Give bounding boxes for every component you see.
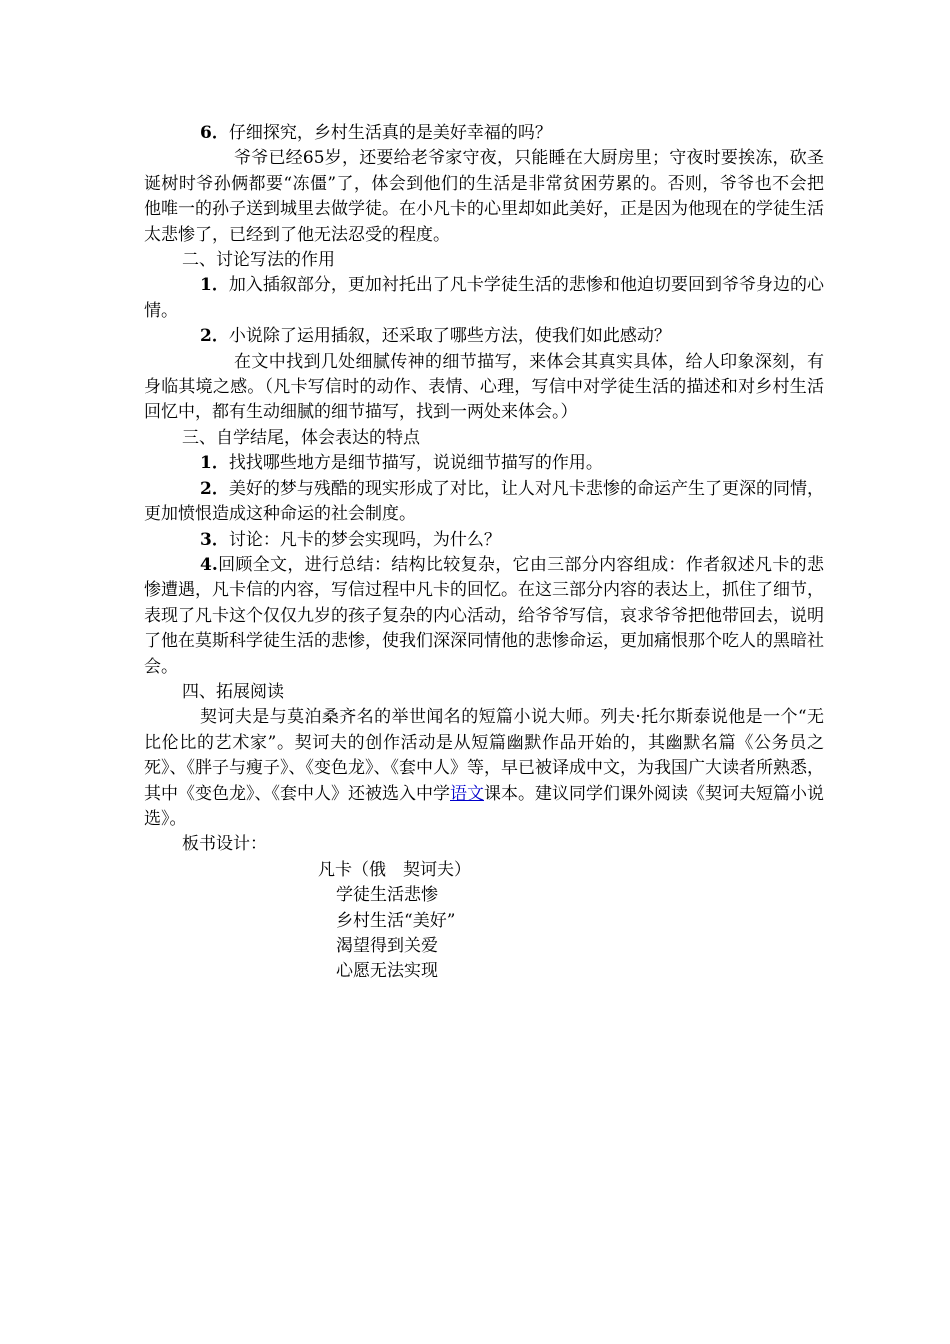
section-3-item-4-number: 4. — [200, 554, 218, 575]
section-3-item-3-number: 3． — [200, 529, 229, 550]
section-3-item-2 — [144, 477, 824, 528]
section-4-text-after-link: 课本。建议同学们课外阅读《契诃夫短篇小说选》。 — [144, 783, 824, 829]
yuwen-link[interactable]: 语文 — [450, 783, 484, 804]
section-4-text-before-link: 契诃夫是与莫泊桑齐名的举世闻名的短篇小说大师。列夫·托尔斯泰说他是一个“无比伦比的艺术家”。契诃夫的创作活动是从短篇幽默作品开始的，其幽默名篇《公务员之死》、《胖子与瘦子》、《变色龙》、《套中人》等，早已被译成中文，为我国广大读者所熟悉，其中《变色龙》、《套中人》还被选入中学 — [144, 707, 824, 804]
section-4-paragraph — [144, 705, 824, 832]
board-item: 学徒生活悲惨 — [336, 885, 438, 906]
section-2-item-2-number: 2． — [200, 326, 229, 347]
board-title: 凡卡（俄 契诃夫） — [318, 859, 471, 880]
section-2-item-1-text: 加入插叙部分，更加衬托出了凡卡学徒生活的悲惨和他迫切要回到爷爷身边的心情。 — [144, 275, 824, 321]
document-page — [144, 121, 824, 985]
board-design-heading: 板书设计： — [182, 834, 267, 855]
section-2-item-1-number: 1． — [200, 275, 229, 296]
board-item: 心愿无法实现 — [336, 961, 438, 982]
question-6-answer: 爷爷已经65岁，还要给老爷家守夜，只能睡在大厨房里；守夜时要挨冻，砍圣诞树时爷孙俩都要“冻僵”了，体会到他们的生活是非常贫困劳累的。否则，爷爷也不会把他唯一的孙子送到城里去做学徒。在小凡卡的心里却如此美好，正是因为他现在的学徒生活太悲惨了，已经到了他无法忍受的程度。 — [144, 148, 824, 245]
section-3-item-1-text: 找找哪些地方是细节描写，说说细节描写的作用。 — [228, 453, 603, 474]
section-3-item-3 — [144, 528, 824, 553]
section-3-item-4 — [144, 553, 824, 680]
question-6-text: 仔细探究，乡村生活真的是美好幸福的吗？ — [228, 123, 552, 143]
section-2-item-2 — [144, 324, 824, 349]
board-item: 渴望得到关爱 — [336, 936, 438, 956]
section-3-item-2-text: 美好的梦与残酷的现实形成了对比，让人对凡卡悲惨的命运产生了更深的同情，更加愤恨造成这种命运的社会制度。 — [144, 478, 824, 525]
section-3-item-3-text: 讨论：凡卡的梦会实现吗，为什么？ — [228, 529, 501, 550]
section-2-item-2-text: 小说除了运用插叙，还采取了哪些方法，使我们如此感动？ — [228, 326, 671, 347]
section-4-heading: 四、拓展阅读 — [182, 681, 284, 702]
question-6 — [144, 121, 824, 146]
section-3-heading: 三、自学结尾，体会表达的特点 — [182, 427, 420, 448]
board-item: 乡村生活“美好” — [336, 910, 456, 931]
section-3-item-2-number: 2． — [200, 478, 229, 499]
section-2-heading: 二、讨论写法的作用 — [182, 250, 335, 271]
section-3-item-4-text: 回顾全文，进行总结：结构比较复杂，它由三部分内容组成：作者叙述凡卡的悲惨遭遇，凡卡信的内容，写信过程中凡卡的回忆。在这三部分内容的表达上，抓住了细节，表现了凡卡这个仅仅九岁的孩子复杂的内心活动，给爷爷写信，哀求爷爷把他带回去，说明了他在莫斯科学徒生活的悲惨，使我们深深同情他的悲惨命运，更加痛恨那个吃人的黑暗社会。 — [144, 554, 824, 677]
section-2-item-1 — [144, 273, 824, 324]
question-6-number: 6． — [200, 123, 229, 143]
section-3-item-1 — [144, 451, 824, 476]
section-3-item-1-number: 1． — [200, 453, 229, 474]
section-2-item-2-answer: 在文中找到几处细腻传神的细节描写，来体会其真实具体，给人印象深刻，有身临其境之感。（凡卡写信时的动作、表情、心理，写信中对学徒生活的描述和对乡村生活回忆中，都有生动细腻的细节描写，找到一两处来体会。） — [144, 351, 824, 423]
